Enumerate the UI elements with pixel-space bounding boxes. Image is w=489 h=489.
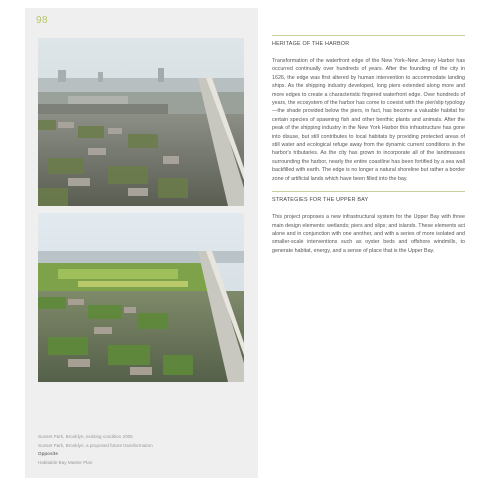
section-heading-strategies: STRATEGIES FOR THE UPPER BAY xyxy=(272,197,369,204)
caption-opposite-label: Opposite xyxy=(38,451,58,457)
photo-proposed-transformation xyxy=(38,213,244,382)
section-divider xyxy=(272,35,465,36)
photo-existing-condition xyxy=(38,38,244,206)
page-number: 98 xyxy=(36,15,49,26)
section-heading-heritage: HERITAGE OF THE HARBOR xyxy=(272,41,350,47)
text-column xyxy=(272,35,465,255)
caption-master-plan: Habitable Bay Master Plan xyxy=(38,459,93,465)
section-body-strategies: This project proposes a new infrastructural system for the Upper Bay with three main design elements: wetlands; piers and slips; and islands. These elements act alone and in conjunction with one another, and with a series of more isolated and smaller-scale interventions such as oyster beds and offshore windmills, to generate habitat, energy, and a sense of place that is the Upper Bay. xyxy=(272,214,465,254)
image-captions xyxy=(38,433,248,467)
caption-proposed: Sunset Park, Brooklyn, a proposed future transformation xyxy=(38,442,153,448)
section-body-heritage: Transformation of the waterfront edge of the New York–New Jersey Harbor has occurred continually over hundreds of years. After the founding of the city in 1626, the edge was first altered by human intervention to accommodate landing ships. As the shipping industry developed, long piers extended along more and more edges to create a characteristic fingered waterfront edge. Over hundreds of years, the ecosystem of the harbor has come to coexist with the pier/slip typology—the shade provided below the piers, in fact, has become a valuable habitat for certain species of spawning fish and other benthic plants and animals. After the peak of the shipping industry in the New York Harbor this infrastructure has gone into disuse, but still contributes to local habitats by providing protected areas of still water and ecological refuge away from the dynamic current conditions in the harbor's tributaries. As the city has grown to incorporate all of the landmasses surrounding the harbor, nearly the entire coastline has been fortified by a sea wall backfilled with earth. The edge is no longer a natural shoreline but rather a border zone of artificial lands which have been filled into the bay. xyxy=(272,58,465,182)
section-strategies xyxy=(272,191,465,255)
caption-existing: Sunset Park, Brooklyn, existing condition 2006 xyxy=(38,434,133,439)
section-divider xyxy=(272,191,465,192)
image-panel xyxy=(25,8,258,478)
